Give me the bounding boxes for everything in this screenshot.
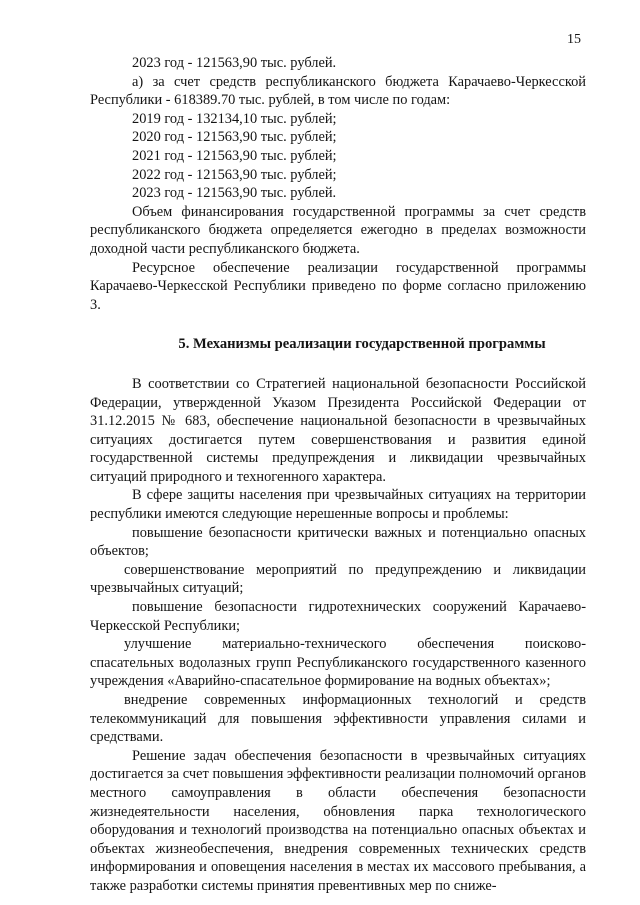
page-number: 15: [567, 32, 581, 47]
problem-list-item: совершенствование мероприятий по предупреждению и ликвидации чрезвычайных ситуаций;: [90, 561, 586, 597]
funding-year-line: 2019 год - 132134,10 тыс. рублей;: [132, 110, 337, 127]
funding-year-line: 2023 год - 121563,90 тыс. рублей.: [132, 185, 337, 202]
document-body: [90, 54, 586, 896]
problem-list-item: улучшение материально-технического обеспечения поисково-спасательных водолазных групп Республиканского государственного казенного учреждения «Аварийно-спасательное формирование на водных объектах»;: [90, 636, 586, 690]
section-heading: 5. Механизмы реализации государственной программы: [178, 336, 546, 353]
regional-budget-intro: а) за счет средств республиканского бюджета Карачаево-Черкесской Республики - 618389.70 тыс. рублей, в том числе по годам:: [90, 73, 586, 109]
funding-total-2023: 2023 год - 121563,90 тыс. рублей.: [132, 55, 337, 71]
appendix-note: Ресурсное обеспечение реализации государственной программы Карачаево-Черкесской Республики приведено по форме согласно приложению 3.: [90, 259, 586, 313]
section-paragraph: В соответствии со Стратегией национальной безопасности Российской Федерации, утвержденной Указом Президента Российской Федерации от 31.12.2015 № 683, обеспечение национальной безопасности в чрезвычайных ситуациях достигается путем совершенствования и развития единой государственной системы предупреждения и ликвидации чрезвычайных ситуаций природного и техногенного характера.: [90, 375, 586, 485]
section-paragraph: В сфере защиты населения при чрезвычайных ситуациях на территории республики имеются следующие нерешенные вопросы и проблемы:: [90, 487, 586, 523]
funding-year-line: 2021 год - 121563,90 тыс. рублей;: [132, 147, 337, 164]
annual-funding-note: Объем финансирования государственной программы за счет средств республиканского бюджета определяется ежегодно в пределах возможности доходной части республиканского бюджета.: [90, 203, 586, 257]
problem-list-item: повышение безопасности критически важных и потенциально опасных объектов;: [90, 524, 586, 560]
funding-year-line: 2020 год - 121563,90 тыс. рублей;: [132, 129, 337, 146]
funding-year-line: 2022 год - 121563,90 тыс. рублей;: [132, 166, 337, 183]
problem-list-item: повышение безопасности гидротехнических сооружений Карачаево-Черкесской Республики;: [90, 599, 586, 634]
section-paragraph: Решение задач обеспечения безопасности в чрезвычайных ситуациях достигается за счет повышения эффективности реализации полномочий органов местного самоуправления в области обеспечения безопасности жизнедеятельности населения, обновления парка технологического оборудования и технологий производства на потенциально опасных объектах и объектах жизнеобеспечения, внедрения современных технических средств информирования и оповещения населения в местах их массового пребывания, а также разработки системы принятия превентивных мер по сниже-: [90, 747, 586, 894]
problem-list-item: внедрение современных информационных технологий и средств телекоммуникаций для повышения эффективности управления силами и средствами.: [90, 692, 586, 746]
